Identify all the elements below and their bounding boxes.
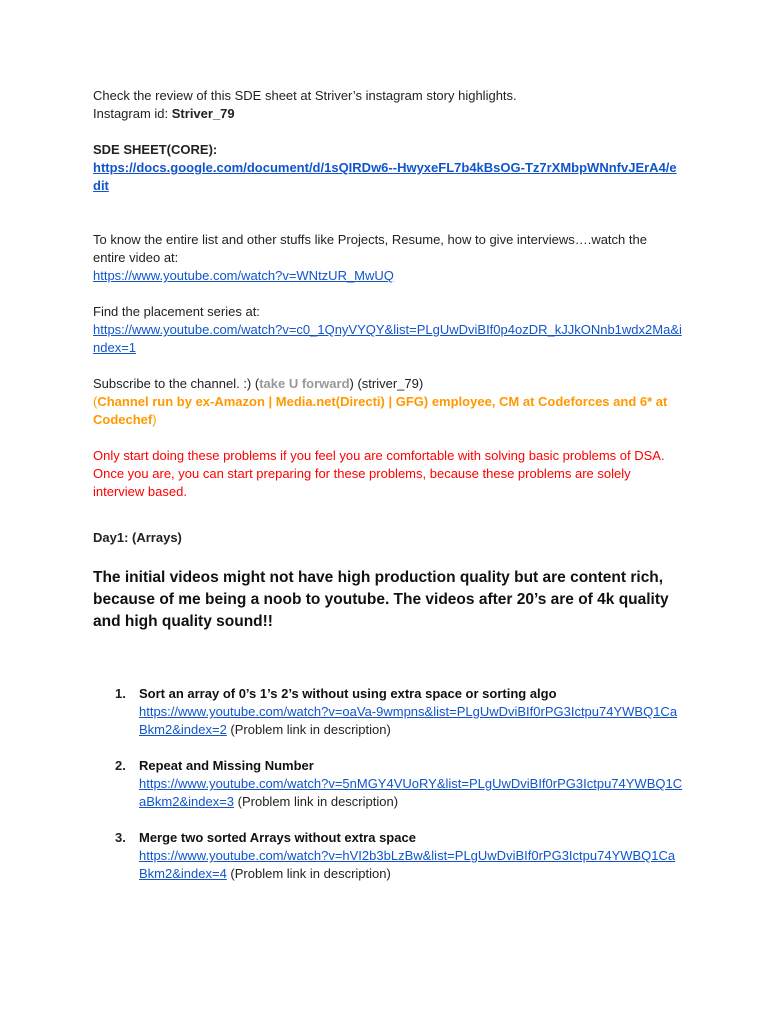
instagram-id: Striver_79 (171, 106, 235, 121)
list-item (93, 829, 683, 883)
sde-sheet-link[interactable]: https://docs.google.com/document/d/1sQIRDw6--HwyxeFL7b4kBsOG-Tz7rXMbpWNnfvJErA4/edit (93, 160, 677, 193)
subscribe-prefix: Subscribe to the channel. :) ( (93, 376, 260, 391)
problem-number: 1. (115, 686, 126, 701)
list-item (93, 685, 683, 739)
placement-link[interactable]: https://www.youtube.com/watch?v=c0_1QnyVYQY&list=PLgUwDviBIf0p4ozDR_kJJkONnb1wdx2Ma&index=1 (93, 322, 682, 355)
channel-info-paren-open: ( (93, 394, 98, 409)
problem-note: (Problem link in description) (226, 722, 391, 737)
problem-list (93, 685, 683, 883)
channel-name: take U forward (259, 376, 350, 391)
subscribe-line (93, 375, 683, 393)
warning-text: Only start doing these problems if you feel you are comfortable with solving basic problems of DSA. Once you are, you can start preparing for these problems, because these problems are solely interview based. (93, 448, 665, 499)
video-text: To know the entire list and other stuffs like Projects, Resume, how to give interviews….watch the entire video at: (93, 232, 647, 265)
channel-info-paren-close: ) (152, 412, 157, 427)
problem-note: (Problem link in description) (226, 866, 391, 881)
day1-notice: The initial videos might not have high production quality but are content rich, because of me being a noob to youtube. The videos after 20’s are of 4k quality and high quality sound!! (93, 569, 669, 630)
instagram-line (93, 105, 683, 123)
problem-number: 3. (115, 830, 126, 845)
problem-title: Merge two sorted Arrays without extra space (139, 830, 416, 845)
problem-video-link[interactable]: https://www.youtube.com/watch?v=5nMGY4VUoRY&list=PLgUwDviBIf0rPG3Ictpu74YWBQ1CaBkm2&index=3 (139, 776, 683, 809)
problem-note: (Problem link in description) (234, 794, 399, 809)
problem-title: Sort an array of 0’s 1’s 2’s without using extra space or sorting algo (139, 686, 557, 701)
video-link[interactable]: https://www.youtube.com/watch?v=WNtzUR_MwUQ (93, 268, 394, 283)
list-item (93, 757, 683, 811)
instagram-label: Instagram id: (93, 106, 172, 121)
document-page (93, 87, 683, 901)
review-line: Check the review of this SDE sheet at Striver’s instagram story highlights. (93, 88, 517, 103)
day1-heading: Day1: (Arrays) (93, 530, 182, 545)
problem-title: Repeat and Missing Number (139, 758, 314, 773)
subscribe-suffix: ) (striver_79) (349, 376, 424, 391)
problem-number: 2. (115, 758, 126, 773)
problem-video-link[interactable]: https://www.youtube.com/watch?v=hVI2b3bLzBw&list=PLgUwDviBIf0rPG3Ictpu74YWBQ1CaBkm2&index=4 (139, 848, 676, 881)
placement-text: Find the placement series at: (93, 304, 260, 319)
problem-link-line (139, 703, 683, 739)
problem-video-link[interactable]: https://www.youtube.com/watch?v=oaVa-9wmpns&list=PLgUwDviBIf0rPG3Ictpu74YWBQ1CaBkm2&index=2 (139, 704, 678, 737)
problem-link-line (139, 775, 683, 811)
channel-info-line (93, 393, 683, 429)
channel-info: Channel run by ex-Amazon | Media.net(Directi) | GFG) employee, CM at Codeforces and 6* at Codechef (93, 394, 668, 427)
problem-link-line (139, 847, 683, 883)
sde-sheet-heading: SDE SHEET(CORE): (93, 142, 218, 157)
